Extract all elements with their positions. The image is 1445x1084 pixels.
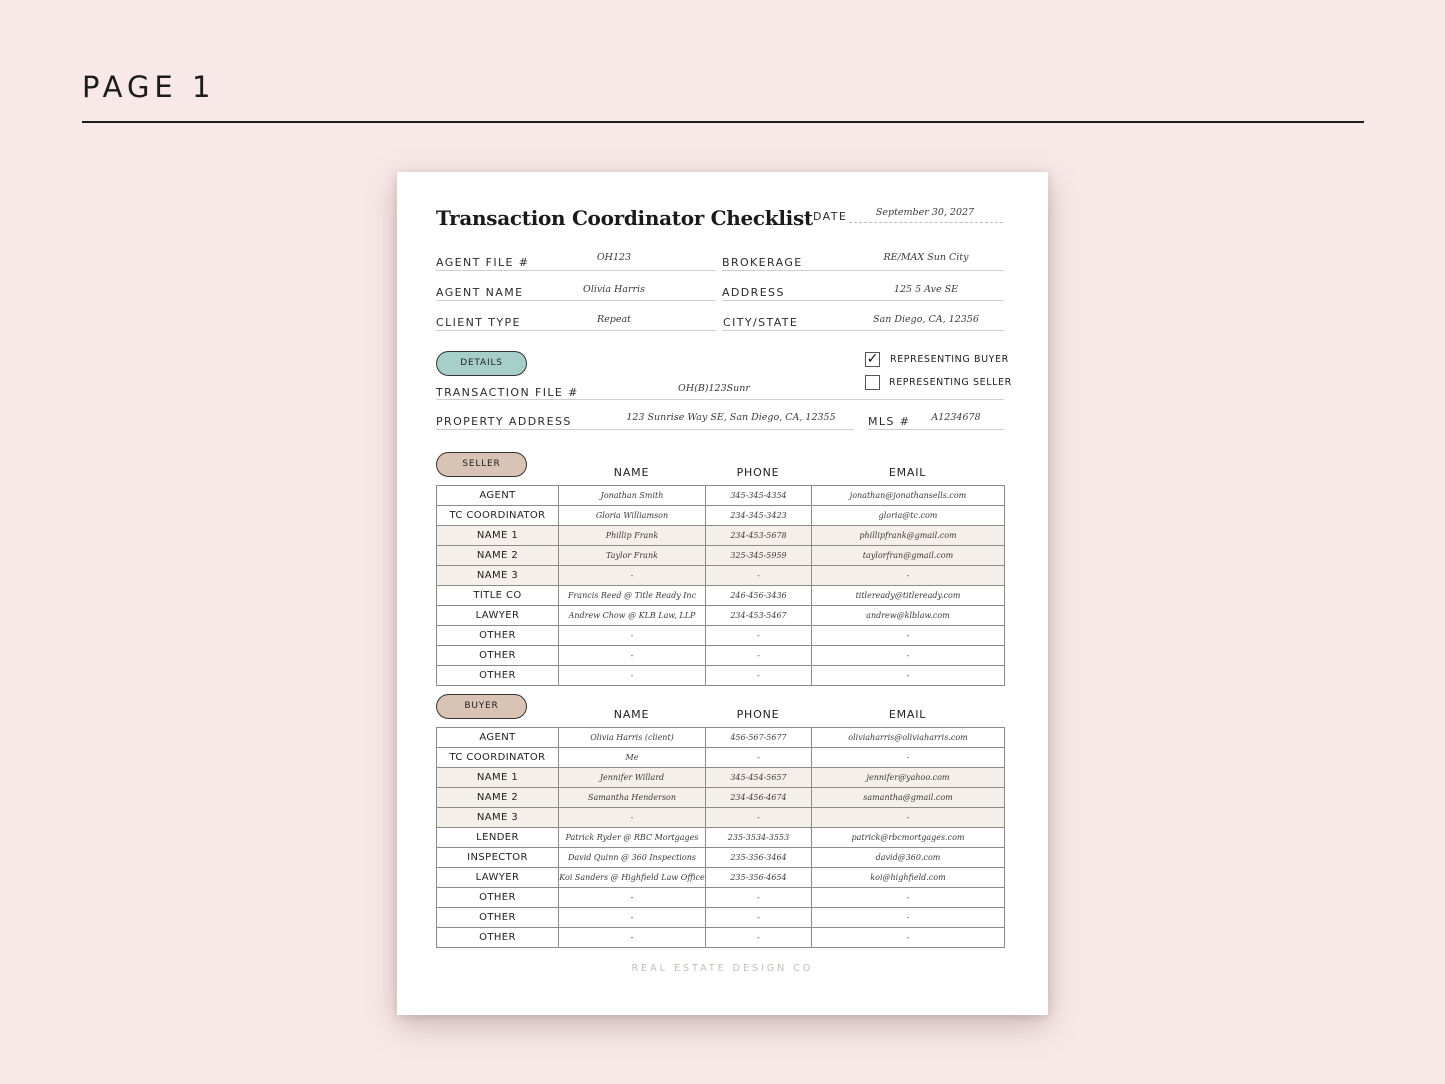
email-cell[interactable]: samantha@gmail.com [812, 788, 1005, 808]
name-cell[interactable]: David Quinn @ 360 Inspections [559, 848, 706, 868]
date-underline [849, 222, 1003, 223]
email-cell[interactable]: patrick@rbcmortgages.com [812, 828, 1005, 848]
agent-name-line [436, 300, 716, 301]
brokerage-line [722, 270, 1004, 271]
name-cell[interactable]: Phillip Frank [559, 526, 706, 546]
table-row [437, 888, 1005, 908]
name-cell[interactable]: Taylor Frank [559, 546, 706, 566]
phone-cell[interactable]: - [706, 748, 812, 768]
role-cell: TC COORDINATOR [437, 748, 559, 768]
name-cell[interactable]: - [559, 888, 706, 908]
brokerage-label: BROKERAGE [722, 256, 803, 269]
mls-line [868, 429, 1004, 430]
table-row [437, 828, 1005, 848]
phone-cell[interactable]: - [706, 928, 812, 948]
table-row [437, 848, 1005, 868]
seller-pill: SELLER [436, 452, 527, 477]
client-type-value[interactable]: Repeat [597, 314, 631, 325]
seller-name-header: NAME [613, 466, 650, 479]
role-cell: NAME 1 [437, 526, 559, 546]
table-row [437, 666, 1005, 686]
role-cell: NAME 3 [437, 808, 559, 828]
role-cell: TITLE CO [437, 586, 559, 606]
property-address-label: PROPERTY ADDRESS [436, 415, 572, 428]
email-cell[interactable]: koi@highfield.com [812, 868, 1005, 888]
buyer-email-header: EMAIL [888, 708, 927, 721]
city-state-value[interactable]: San Diego, CA, 12356 [873, 314, 979, 325]
table-row [437, 928, 1005, 948]
email-cell[interactable]: taylorfran@gmail.com [812, 546, 1005, 566]
property-address-line [436, 429, 854, 430]
phone-cell[interactable]: - [706, 566, 812, 586]
role-cell: OTHER [437, 666, 559, 686]
property-address-value[interactable]: 123 Sunrise Way SE, San Diego, CA, 12355 [626, 412, 836, 423]
representing-seller-label: REPRESENTING SELLER [889, 377, 1012, 388]
name-cell[interactable]: - [559, 566, 706, 586]
brokerage-value[interactable]: RE/MAX Sun City [883, 252, 969, 263]
email-cell[interactable]: phillipfrank@gmail.com [812, 526, 1005, 546]
role-cell: NAME 2 [437, 546, 559, 566]
document-title: Transaction Coordinator Checklist [436, 206, 813, 230]
phone-cell[interactable]: - [706, 666, 812, 686]
phone-cell[interactable]: 234-453-5678 [706, 526, 812, 546]
email-cell[interactable]: - [812, 808, 1005, 828]
name-cell[interactable]: Jennifer Willard [559, 768, 706, 788]
transaction-file-value[interactable]: OH(B)123Sunr [678, 383, 750, 394]
client-type-label: CLIENT TYPE [436, 316, 521, 329]
email-cell[interactable]: - [812, 646, 1005, 666]
checklist-sheet [397, 172, 1048, 1015]
name-cell[interactable]: - [559, 808, 706, 828]
name-cell[interactable]: - [559, 646, 706, 666]
phone-cell[interactable]: 235-356-3464 [706, 848, 812, 868]
city-state-line [722, 330, 1004, 331]
address-line [722, 300, 1004, 301]
agent-name-label: AGENT NAME [436, 286, 524, 299]
email-cell[interactable]: - [812, 626, 1005, 646]
role-cell: NAME 1 [437, 768, 559, 788]
email-cell[interactable]: david@360.com [812, 848, 1005, 868]
name-cell[interactable]: - [559, 666, 706, 686]
seller-table-body [437, 486, 1005, 686]
phone-cell[interactable]: 234-453-5467 [706, 606, 812, 626]
name-cell[interactable]: Samantha Henderson [559, 788, 706, 808]
buyer-table-body [437, 728, 1005, 948]
address-label: ADDRESS [722, 286, 785, 299]
mls-label: MLS # [868, 415, 911, 428]
phone-cell[interactable]: 345-454-5657 [706, 768, 812, 788]
phone-cell[interactable]: - [706, 646, 812, 666]
email-cell[interactable]: gloria@tc.com [812, 506, 1005, 526]
phone-cell[interactable]: - [706, 626, 812, 646]
phone-cell[interactable]: - [706, 908, 812, 928]
table-row [437, 868, 1005, 888]
details-pill: DETAILS [436, 351, 527, 376]
table-row [437, 606, 1005, 626]
phone-cell[interactable]: 234-345-3423 [706, 506, 812, 526]
seller-email-header: EMAIL [888, 466, 927, 479]
seller-phone-header: PHONE [736, 466, 780, 479]
name-cell[interactable]: Me [559, 748, 706, 768]
table-row [437, 586, 1005, 606]
name-cell[interactable]: Francis Reed @ Title Ready Inc [559, 586, 706, 606]
email-cell[interactable]: - [812, 908, 1005, 928]
city-state-label: CITY/STATE [723, 316, 799, 329]
email-cell[interactable]: - [812, 566, 1005, 586]
role-cell: LENDER [437, 828, 559, 848]
email-cell[interactable]: oliviaharris@oliviaharris.com [812, 728, 1005, 748]
table-row [437, 788, 1005, 808]
phone-cell[interactable]: 345-345-4354 [706, 486, 812, 506]
email-cell[interactable]: titleready@titleready.com [812, 586, 1005, 606]
table-row [437, 486, 1005, 506]
phone-cell[interactable]: 456-567-5677 [706, 728, 812, 748]
role-cell: LAWYER [437, 868, 559, 888]
name-cell[interactable]: - [559, 626, 706, 646]
role-cell: INSPECTOR [437, 848, 559, 868]
table-row [437, 566, 1005, 586]
name-cell[interactable]: Patrick Ryder @ RBC Mortgages [559, 828, 706, 848]
role-cell: NAME 3 [437, 566, 559, 586]
name-cell[interactable]: - [559, 928, 706, 948]
email-cell[interactable]: andrew@klblaw.com [812, 606, 1005, 626]
agent-file-value[interactable]: OH123 [596, 252, 632, 263]
role-cell: NAME 2 [437, 788, 559, 808]
buyer-pill: BUYER [436, 694, 527, 719]
check-mark-icon: ✓ [866, 351, 879, 367]
email-cell[interactable]: jennifer@yahoo.com [812, 768, 1005, 788]
email-cell[interactable]: - [812, 666, 1005, 686]
email-cell[interactable]: - [812, 748, 1005, 768]
role-cell: AGENT [437, 486, 559, 506]
heading-divider [82, 121, 1364, 123]
role-cell: OTHER [437, 888, 559, 908]
role-cell: AGENT [437, 728, 559, 748]
table-row [437, 808, 1005, 828]
buyer-phone-header: PHONE [736, 708, 780, 721]
buyer-contacts-table [436, 727, 1005, 948]
date-value[interactable]: September 30, 2027 [875, 207, 975, 218]
name-cell[interactable]: Gloria Williamson [559, 506, 706, 526]
footer-brand: REAL ESTATE DESIGN CO [631, 963, 814, 974]
phone-cell[interactable]: - [706, 808, 812, 828]
phone-cell[interactable]: 246-456-3436 [706, 586, 812, 606]
email-cell[interactable]: - [812, 888, 1005, 908]
seller-contacts-table [436, 485, 1005, 686]
table-row [437, 506, 1005, 526]
phone-cell[interactable]: 325-345-5959 [706, 546, 812, 566]
name-cell[interactable]: Olivia Harris (client) [559, 728, 706, 748]
name-cell[interactable]: Jonathan Smith [559, 486, 706, 506]
table-row [437, 646, 1005, 666]
representing-seller-checkbox[interactable] [865, 375, 880, 390]
table-row [437, 908, 1005, 928]
table-row [437, 526, 1005, 546]
page-heading: PAGE 1 [82, 70, 216, 104]
table-row [437, 748, 1005, 768]
phone-cell[interactable]: - [706, 888, 812, 908]
date-label: DATE [813, 210, 848, 223]
agent-file-label: AGENT FILE # [436, 256, 530, 269]
agent-name-value[interactable]: Olivia Harris [583, 284, 645, 295]
phone-cell[interactable]: 235-356-4654 [706, 868, 812, 888]
address-value[interactable]: 125 5 Ave SE [893, 284, 959, 295]
email-cell[interactable]: jonathan@jonathansells.com [812, 486, 1005, 506]
name-cell[interactable]: Koi Sanders @ Highfield Law Office [559, 868, 706, 888]
name-cell[interactable]: - [559, 908, 706, 928]
name-cell[interactable]: Andrew Chow @ KLB Law, LLP [559, 606, 706, 626]
table-row [437, 626, 1005, 646]
representing-buyer-checkbox[interactable] [865, 352, 880, 367]
role-cell: OTHER [437, 646, 559, 666]
transaction-file-label: TRANSACTION FILE # [436, 386, 579, 399]
role-cell: OTHER [437, 928, 559, 948]
role-cell: LAWYER [437, 606, 559, 626]
email-cell[interactable]: - [812, 928, 1005, 948]
representing-buyer-label: REPRESENTING BUYER [890, 354, 1009, 365]
table-row [437, 768, 1005, 788]
phone-cell[interactable]: 235-3534-3553 [706, 828, 812, 848]
table-row [437, 728, 1005, 748]
table-row [437, 546, 1005, 566]
transaction-file-line [436, 399, 1004, 400]
role-cell: OTHER [437, 626, 559, 646]
client-type-line [436, 330, 716, 331]
phone-cell[interactable]: 234-456-4674 [706, 788, 812, 808]
agent-file-line [436, 270, 716, 271]
mls-value[interactable]: A1234678 [931, 412, 981, 423]
role-cell: OTHER [437, 908, 559, 928]
role-cell: TC COORDINATOR [437, 506, 559, 526]
buyer-name-header: NAME [613, 708, 650, 721]
